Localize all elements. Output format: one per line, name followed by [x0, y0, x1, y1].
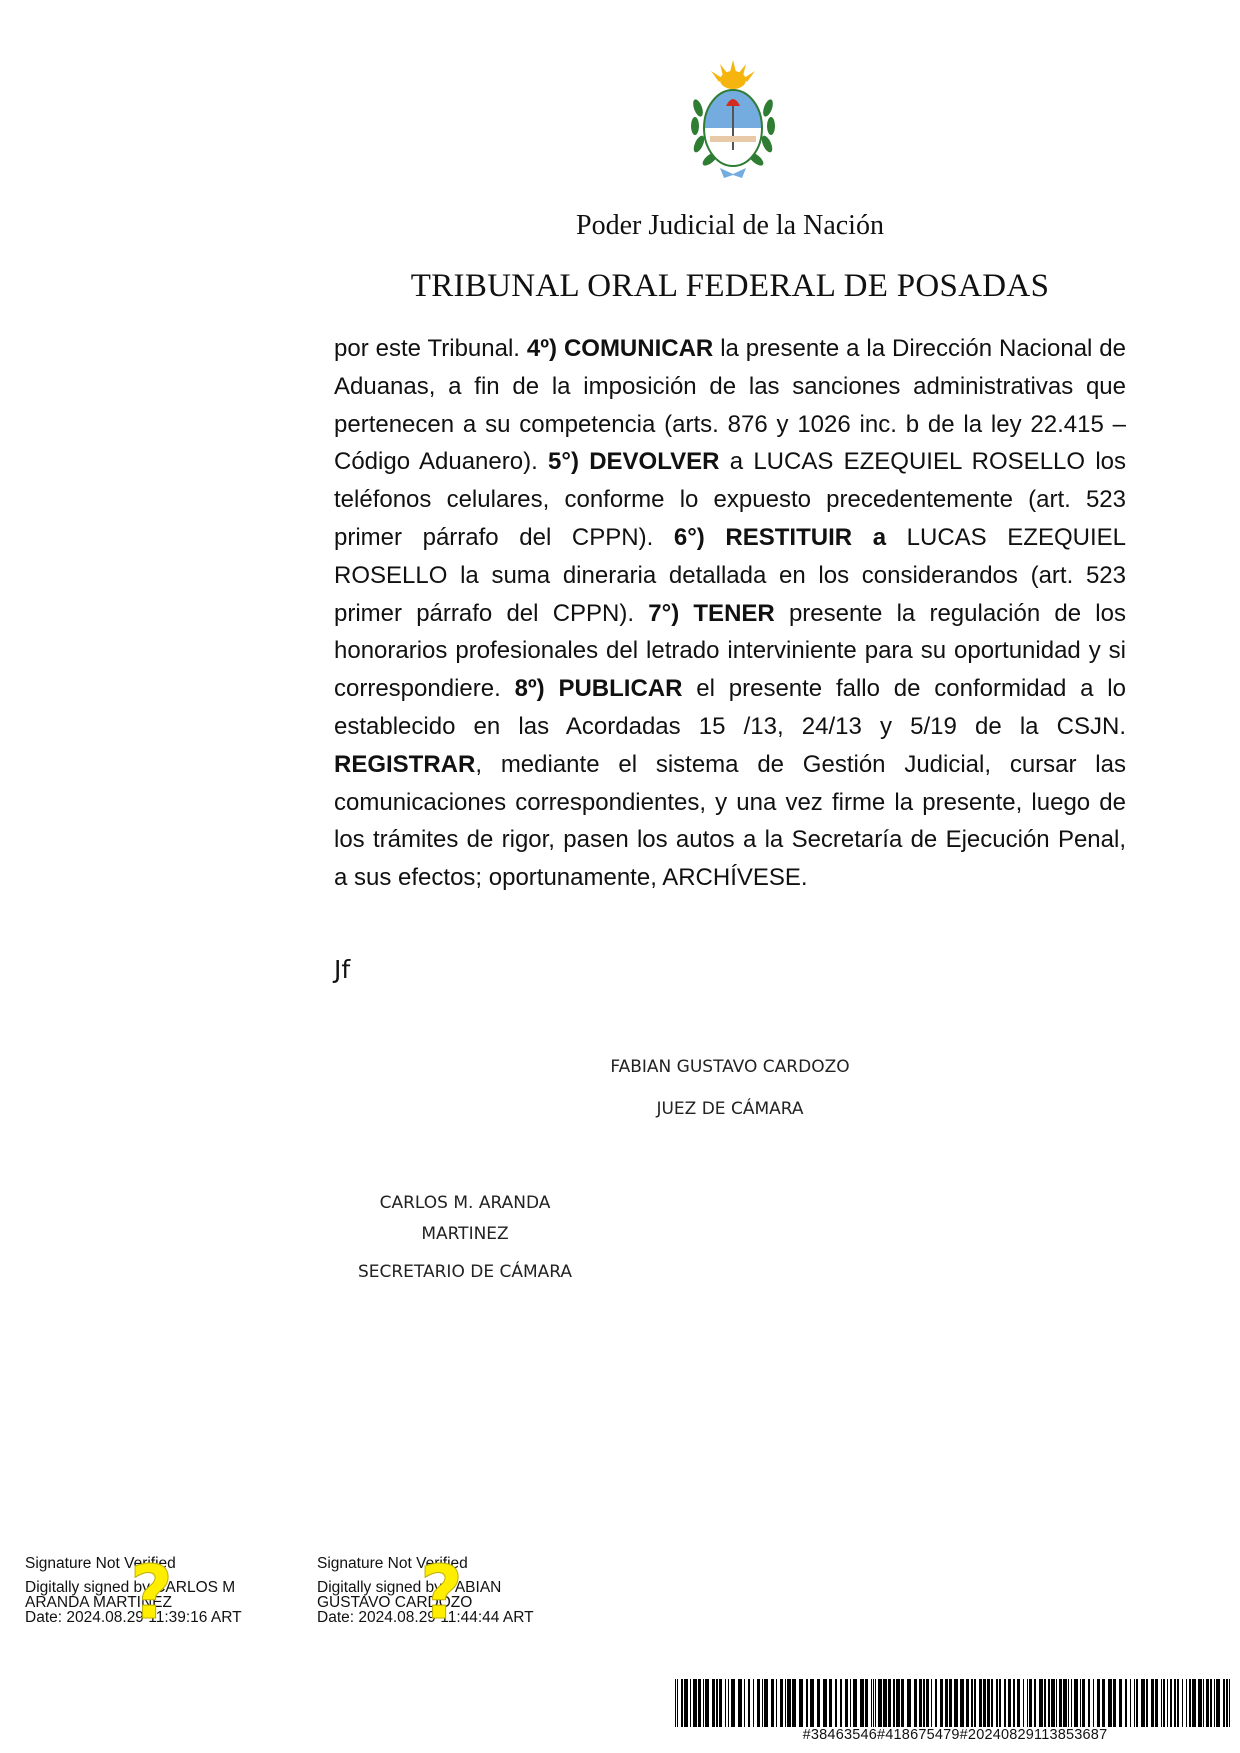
question-mark-icon[interactable]: ?: [130, 1550, 173, 1636]
resolution-body: [334, 330, 1126, 897]
order-heading-tener: 7°) TENER: [648, 599, 775, 627]
signed-by-line2: ARANDA MARTINEZ: [25, 1594, 172, 1611]
signature-date: Date: 2024.08.29 11:39:16 ART: [25, 1609, 242, 1626]
resolution-paragraph: [334, 330, 1126, 897]
signed-by-line1: Digitally signed by FABIAN: [317, 1579, 502, 1596]
body-segment: el presente fallo de conformidad a lo establecido en las Acordadas 15 /13, 24/13 y 5/19 de la CSJN.: [334, 675, 1126, 740]
secretary-name: [340, 1188, 590, 1250]
barcode: [675, 1679, 1235, 1727]
body-segment: a LUCAS EZEQUIEL ROSELLO los teléfonos celulares, conforme lo expuesto precedentemente (art. 523 primer párrafo del CPPN).: [334, 448, 1126, 551]
order-heading-publicar: 8º) PUBLICAR: [514, 675, 683, 703]
body-segment: presente la regulación de los honorarios profesionales del letrado interviniente para su oportunidad y si correspondiere.: [334, 599, 1126, 703]
tribunal-name: TRIBUNAL ORAL FEDERAL DE POSADAS: [410, 268, 1050, 304]
question-mark-icon[interactable]: ?: [420, 1550, 463, 1636]
judge-title: JUEZ DE CÁMARA: [656, 1099, 804, 1119]
judge-name: FABIAN GUSTAVO CARDOZO: [610, 1057, 850, 1077]
body-segment: la presente a la Dirección Nacional de Aduanas, a fin de la imposición de las sanciones administrativas que pertenecen a su competencia (arts. 876 y 1026 inc. b de la ley 22.415 –Código Aduanero).: [334, 335, 1126, 476]
signature-status: Signature Not Verified: [317, 1555, 468, 1572]
signed-by-line1: Digitally signed by CARLOS M: [25, 1579, 236, 1596]
signature-status: Signature Not Verified: [25, 1555, 176, 1572]
secretary-name-line2: MARTINEZ: [421, 1224, 509, 1244]
order-heading-devolver: 5°) DEVOLVER: [548, 448, 720, 476]
body-segment: LUCAS EZEQUIEL ROSELLO la suma dineraria detallada en los considerandos (art. 523 primer párrafo del CPPN).: [334, 523, 1126, 627]
signed-by-line2: GUSTAVO CARDOZO: [317, 1594, 473, 1611]
order-heading-registrar: REGISTRAR: [334, 750, 476, 778]
body-segment: , mediante el sistema de Gestión Judicial, cursar las comunicaciones correspondientes, y una vez firme la presente, luego de los trámites de rigor, pasen los autos a la Secretaría de Ejecución Penal, a sus efectos; oportunamente, ARCHÍVESE.: [334, 750, 1126, 892]
secretary-title: SECRETARIO DE CÁMARA: [357, 1262, 573, 1282]
coat-of-arms-seal: [690, 58, 776, 182]
order-heading-comunicar: 4º) COMUNICAR: [526, 335, 714, 362]
body-segment: por este Tribunal.: [334, 335, 527, 362]
author-initials: Jf: [334, 955, 351, 984]
secretary-name-line1: CARLOS M. ARANDA: [379, 1193, 551, 1213]
order-heading-restituir: 6°) RESTITUIR a: [673, 523, 887, 551]
barcode-text: #38463546#418675479#20240829113853687: [802, 1727, 1108, 1743]
court-name: Poder Judicial de la Nación: [576, 210, 884, 241]
signature-date: Date: 2024.08.29 11:44:44 ART: [317, 1609, 534, 1626]
